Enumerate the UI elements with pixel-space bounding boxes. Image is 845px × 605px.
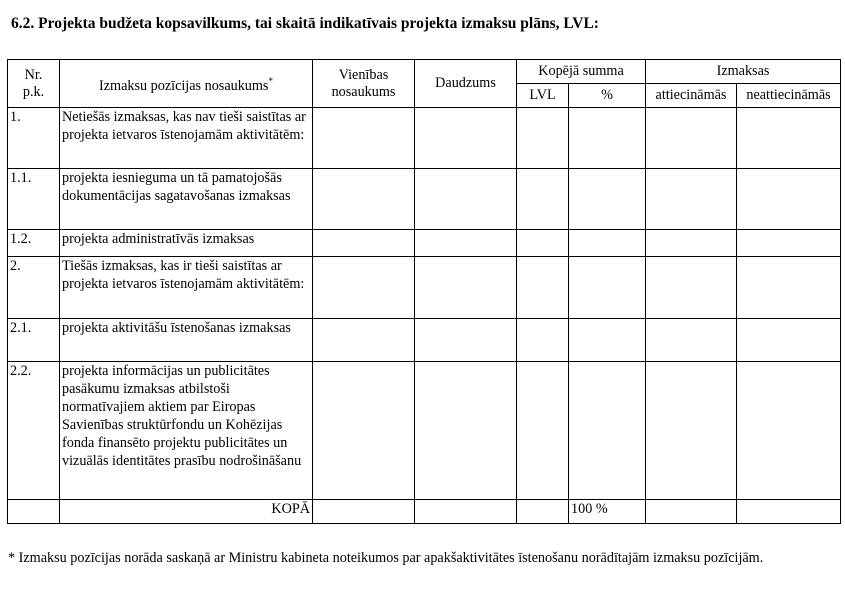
cell-eligible xyxy=(646,362,737,500)
row-cost-item-name: Netiešās izmaksas, kas nav tieši saistītas ar projekta ietvaros īstenojamām aktivitātēm: xyxy=(60,108,313,169)
row-cost-item-name: projekta informācijas un publicitātes pasākumu izmaksas atbilstoši normatīvajiem aktiem par Eiropas Savienības struktūrfondu un Kohēzijas fonda finansēto projektu publicitātes un vizuālās identitātes prasību nodrošināšanu xyxy=(60,362,313,500)
header-unit-name: Vienības nosaukums xyxy=(313,60,415,108)
cell-eligible xyxy=(646,108,737,169)
cell-percent xyxy=(569,108,646,169)
cell-quantity xyxy=(415,500,517,524)
cell-ineligible xyxy=(737,257,841,319)
row-cost-item-name: projekta iesnieguma un tā pamatojošās dokumentācijas sagatavošanas izmaksas xyxy=(60,169,313,230)
cell-unit xyxy=(313,257,415,319)
footnote-marker: * xyxy=(268,75,273,86)
cell-quantity xyxy=(415,362,517,500)
cell-unit xyxy=(313,169,415,230)
cell-percent xyxy=(569,257,646,319)
cell-eligible xyxy=(646,500,737,524)
table-row xyxy=(8,319,841,362)
cell-ineligible xyxy=(737,362,841,500)
row-nr: 1. xyxy=(8,108,60,169)
cell-quantity xyxy=(415,319,517,362)
header-total-sum: Kopējā summa xyxy=(517,60,646,84)
cell-unit xyxy=(313,500,415,524)
cell-quantity xyxy=(415,230,517,257)
cell-lvl xyxy=(517,319,569,362)
header-percent: % xyxy=(569,84,646,108)
row-nr: 2.2. xyxy=(8,362,60,500)
header-cost-item-name-text: Izmaksu pozīcijas nosaukums xyxy=(99,77,269,94)
total-row xyxy=(8,500,841,524)
row-nr: 1.2. xyxy=(8,230,60,257)
cell-quantity xyxy=(415,257,517,319)
total-label: KOPĀ xyxy=(60,500,313,524)
row-nr: 2. xyxy=(8,257,60,319)
cell-ineligible xyxy=(737,500,841,524)
cell-unit xyxy=(313,362,415,500)
table-row xyxy=(8,362,841,500)
header-eligible: attiecināmās xyxy=(646,84,737,108)
cell-unit xyxy=(313,319,415,362)
cell-lvl xyxy=(517,500,569,524)
cell-lvl xyxy=(517,169,569,230)
cell-unit xyxy=(313,108,415,169)
header-cost-item-name xyxy=(60,60,313,108)
cell-eligible xyxy=(646,319,737,362)
header-lvl: LVL xyxy=(517,84,569,108)
cell-ineligible xyxy=(737,319,841,362)
table-row xyxy=(8,108,841,169)
cell-lvl xyxy=(517,362,569,500)
cell-unit xyxy=(313,230,415,257)
budget-summary-table xyxy=(7,59,841,524)
header-costs: Izmaksas xyxy=(646,60,841,84)
cell-ineligible xyxy=(737,230,841,257)
header-quantity: Daudzums xyxy=(415,60,517,108)
cell-quantity xyxy=(415,169,517,230)
table-row xyxy=(8,169,841,230)
cell-quantity xyxy=(415,108,517,169)
cell-lvl xyxy=(517,257,569,319)
cell-percent xyxy=(569,319,646,362)
header-ineligible: neattiecināmās xyxy=(737,84,841,108)
cell-lvl xyxy=(517,108,569,169)
cell-percent xyxy=(569,362,646,500)
cell-eligible xyxy=(646,257,737,319)
row-cost-item-name: projekta administratīvās izmaksas xyxy=(60,230,313,257)
footnote: * Izmaksu pozīcijas norāda saskaņā ar Ministru kabineta noteikumos par apakšaktivitātes īstenošanu norādītajām izmaksu pozīcijām. xyxy=(8,550,764,566)
total-percent: 100 % xyxy=(569,500,646,524)
cell-ineligible xyxy=(737,108,841,169)
row-nr: 1.1. xyxy=(8,169,60,230)
cell-percent xyxy=(569,230,646,257)
row-nr: 2.1. xyxy=(8,319,60,362)
cell-lvl xyxy=(517,230,569,257)
cell-ineligible xyxy=(737,169,841,230)
table-row xyxy=(8,230,841,257)
row-cost-item-name: projekta aktivitāšu īstenošanas izmaksas xyxy=(60,319,313,362)
section-heading: 6.2. Projekta budžeta kopsavilkums, tai skaitā indikatīvais projekta izmaksu plāns, LVL: xyxy=(11,15,599,32)
cell-empty xyxy=(8,500,60,524)
cell-eligible xyxy=(646,169,737,230)
row-cost-item-name: Tiešās izmaksas, kas ir tieši saistītas ar projekta ietvaros īstenojamām aktivitātēm: xyxy=(60,257,313,319)
header-nr: Nr. p.k. xyxy=(8,60,60,108)
table-row xyxy=(8,257,841,319)
cell-percent xyxy=(569,169,646,230)
cell-eligible xyxy=(646,230,737,257)
